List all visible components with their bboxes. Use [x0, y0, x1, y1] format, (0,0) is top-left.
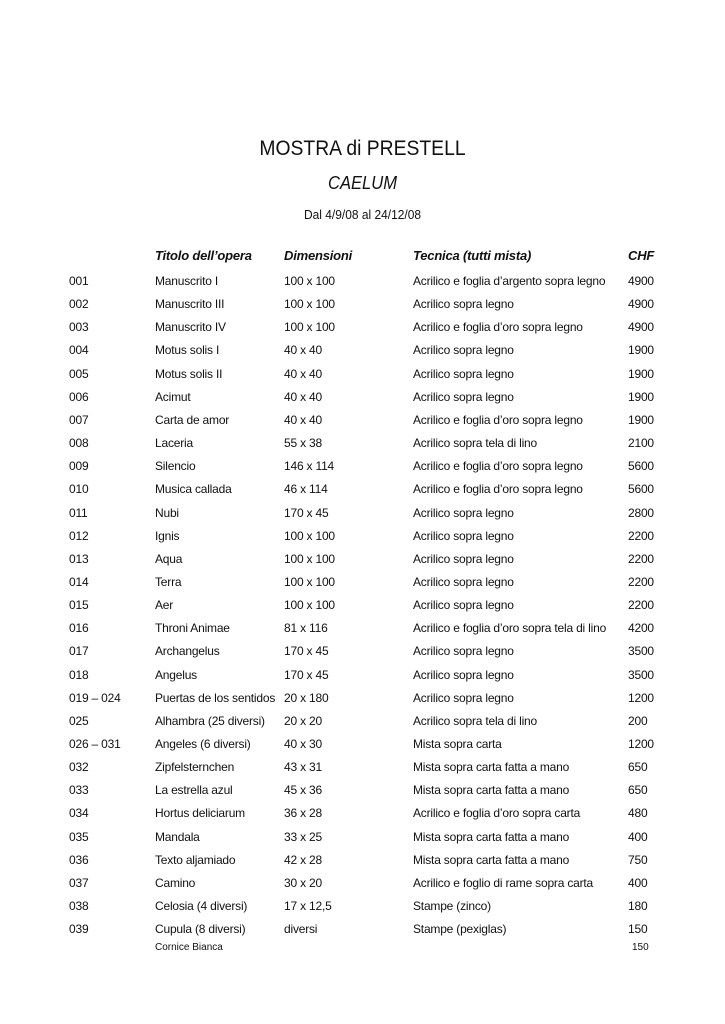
- header-price: CHF: [628, 248, 655, 263]
- table-row: [0, 691, 725, 711]
- row-number: 002: [69, 297, 89, 312]
- row-technique: Acrilico sopra legno: [413, 505, 514, 520]
- row-price: 400: [628, 829, 648, 844]
- row-dimensions: 100 x 100: [284, 551, 335, 566]
- row-dimensions: 55 x 38: [284, 436, 322, 451]
- row-title: Puertas de los sentidos: [155, 690, 276, 705]
- row-dimensions: diversi: [284, 922, 318, 937]
- row-title: Zipfelsternchen: [155, 760, 235, 775]
- row-price: 4900: [628, 320, 654, 335]
- row-technique: Acrilico sopra legno: [413, 528, 514, 543]
- row-price: 1900: [628, 389, 654, 404]
- row-price: 3500: [628, 667, 654, 682]
- row-price: 650: [628, 760, 648, 775]
- header-dimensions: Dimensioni: [284, 248, 353, 263]
- row-number: 001: [69, 274, 89, 288]
- table-row: [0, 783, 725, 803]
- row-technique: Acrilico e foglia d’oro sopra legno: [413, 459, 583, 474]
- row-number: 014: [69, 574, 89, 589]
- exhibition-subtitle: CAELUM: [327, 173, 397, 193]
- table-row: [0, 482, 725, 502]
- row-price: 5600: [628, 482, 654, 497]
- table-row: [0, 320, 725, 340]
- row-number: 036: [69, 852, 89, 867]
- row-dimensions: 46 x 114: [284, 482, 328, 497]
- row-dimensions: 40 x 40: [284, 389, 322, 404]
- row-number: 003: [69, 320, 89, 335]
- row-title: Throni Animae: [155, 621, 230, 636]
- row-technique: Acrilico sopra legno: [413, 574, 514, 589]
- row-dimensions: 20 x 20: [284, 713, 322, 728]
- table-row: [0, 621, 725, 641]
- row-dimensions: 100 x 100: [284, 297, 335, 312]
- row-technique: Acrilico sopra tela di lino: [413, 436, 537, 451]
- table-row: [0, 297, 725, 317]
- row-title: Motus solis I: [155, 343, 220, 358]
- row-number: 019 – 024: [69, 690, 121, 705]
- table-row: [0, 737, 725, 757]
- row-number: 008: [69, 436, 89, 451]
- row-price: 180: [628, 899, 648, 914]
- row-dimensions: 40 x 30: [284, 737, 322, 751]
- row-title: Acimut: [155, 389, 191, 404]
- table-row: [0, 343, 725, 363]
- row-title: Manuscrito III: [155, 297, 225, 312]
- row-price: 150: [628, 922, 648, 937]
- row-title: Alhambra (25 diversi): [155, 713, 265, 728]
- row-title: Laceria: [155, 436, 193, 451]
- row-title: Motus solis II: [155, 366, 223, 381]
- header-title: Titolo dell’opera: [155, 248, 252, 263]
- row-technique: Mista sopra carta fatta a mano: [413, 760, 570, 775]
- row-technique: Acrilico e foglia d’oro sopra legno: [413, 482, 583, 497]
- row-technique: Acrilico sopra legno: [413, 551, 514, 566]
- row-price: 1200: [628, 690, 654, 705]
- row-title: Archangelus: [155, 644, 220, 659]
- row-title: Terra: [155, 574, 182, 589]
- table-row: [0, 806, 725, 826]
- row-title: La estrella azul: [155, 783, 233, 798]
- row-price: 3500: [628, 644, 654, 659]
- row-dimensions: 40 x 40: [284, 343, 322, 358]
- table-row: [0, 853, 725, 873]
- row-technique: Acrilico sopra legno: [413, 389, 514, 404]
- row-dimensions: 170 x 45: [284, 667, 329, 682]
- row-dimensions: 42 x 28: [284, 852, 322, 867]
- document-title: MOSTRA di PRESTELL: [259, 137, 466, 160]
- row-title: Carta de amor: [155, 412, 230, 427]
- row-technique: Acrilico e foglia d’oro sopra carta: [413, 806, 581, 821]
- row-dimensions: 20 x 180: [284, 690, 329, 705]
- table-row: [0, 390, 725, 410]
- row-number: 010: [69, 482, 89, 497]
- row-number: 015: [69, 598, 89, 613]
- row-price: 1900: [628, 343, 654, 358]
- row-price: 2100: [628, 436, 654, 451]
- row-title: Manuscrito I: [155, 274, 218, 288]
- row-technique: Stampe (pexiglas): [413, 922, 507, 937]
- frame-price: 150: [632, 942, 649, 953]
- row-number: 004: [69, 343, 89, 358]
- table-row: [0, 413, 725, 433]
- row-number: 035: [69, 829, 89, 844]
- row-dimensions: 146 x 114: [284, 459, 335, 474]
- table-row: [0, 644, 725, 664]
- table-row: [0, 436, 725, 456]
- table-row: [0, 274, 725, 294]
- row-dimensions: 45 x 36: [284, 783, 322, 798]
- row-dimensions: 100 x 100: [284, 274, 335, 288]
- row-price: 1900: [628, 412, 654, 427]
- row-number: 009: [69, 459, 89, 474]
- row-title: Nubi: [155, 505, 179, 520]
- table-header: [0, 248, 725, 268]
- table-row: [0, 876, 725, 896]
- row-technique: Acrilico sopra legno: [413, 667, 514, 682]
- table-row: [0, 922, 725, 942]
- row-title: Celosia (4 diversi): [155, 899, 248, 914]
- row-title: Aqua: [155, 551, 183, 566]
- row-price: 2200: [628, 528, 654, 543]
- row-price: 4200: [628, 621, 654, 636]
- row-technique: Acrilico sopra legno: [413, 297, 514, 312]
- row-dimensions: 33 x 25: [284, 829, 322, 844]
- row-dimensions: 100 x 100: [284, 598, 335, 613]
- table-row: [0, 529, 725, 549]
- row-number: 017: [69, 644, 89, 659]
- row-title: Camino: [155, 875, 196, 890]
- row-title: Angeles (6 diversi): [155, 737, 251, 751]
- row-dimensions: 43 x 31: [284, 760, 322, 775]
- row-technique: Acrilico sopra legno: [413, 366, 514, 381]
- footer-row: [0, 942, 725, 958]
- row-technique: Mista sopra carta fatta a mano: [413, 783, 570, 798]
- row-technique: Mista sopra carta fatta a mano: [413, 829, 570, 844]
- row-dimensions: 170 x 45: [284, 644, 329, 659]
- exhibition-dates: Dal 4/9/08 al 24/12/08: [303, 207, 422, 222]
- row-dimensions: 170 x 45: [284, 505, 329, 520]
- row-title: Manuscrito IV: [155, 320, 226, 335]
- table-row: [0, 668, 725, 688]
- frame-note: Cornice Bianca: [155, 942, 223, 953]
- row-number: 016: [69, 621, 89, 636]
- row-number: 018: [69, 667, 89, 682]
- row-price: 1200: [628, 737, 654, 751]
- row-dimensions: 100 x 100: [284, 528, 335, 543]
- row-technique: Acrilico e foglia d’oro sopra tela di lino: [413, 621, 607, 636]
- row-dimensions: 100 x 100: [284, 320, 335, 335]
- row-title: Aer: [155, 598, 174, 613]
- row-technique: Acrilico e foglia d’argento sopra legno: [413, 274, 606, 288]
- row-number: 039: [69, 922, 89, 937]
- table-row: [0, 367, 725, 387]
- row-technique: Acrilico sopra legno: [413, 343, 514, 358]
- row-title: Cupula (8 diversi): [155, 922, 246, 937]
- row-price: 1900: [628, 366, 654, 381]
- row-technique: Acrilico sopra tela di lino: [413, 713, 537, 728]
- row-price: 2200: [628, 574, 654, 589]
- row-technique: Acrilico e foglio di rame sopra carta: [413, 875, 594, 890]
- row-dimensions: 40 x 40: [284, 366, 322, 381]
- row-technique: Acrilico e foglia d’oro sopra legno: [413, 320, 583, 335]
- row-technique: Mista sopra carta fatta a mano: [413, 852, 570, 867]
- row-technique: Acrilico e foglia d’oro sopra legno: [413, 412, 583, 427]
- row-price: 4900: [628, 274, 654, 288]
- row-technique: Stampe (zinco): [413, 899, 491, 914]
- table-row: [0, 598, 725, 618]
- table-row: [0, 714, 725, 734]
- row-technique: Acrilico sopra legno: [413, 598, 514, 613]
- table-row: [0, 830, 725, 850]
- table-row: [0, 552, 725, 572]
- row-number: 012: [69, 528, 89, 543]
- row-technique: Acrilico sopra legno: [413, 690, 514, 705]
- row-number: 006: [69, 389, 89, 404]
- row-number: 032: [69, 760, 89, 775]
- row-title: Mandala: [155, 829, 200, 844]
- row-title: Texto aljamiado: [155, 852, 236, 867]
- row-dimensions: 17 x 12,5: [284, 899, 332, 914]
- table-row: [0, 506, 725, 526]
- row-number: 033: [69, 783, 89, 798]
- row-dimensions: 81 x 116: [284, 621, 328, 636]
- row-technique: Acrilico sopra legno: [413, 644, 514, 659]
- row-technique: Mista sopra carta: [413, 737, 502, 751]
- row-dimensions: 36 x 28: [284, 806, 322, 821]
- row-price: 480: [628, 806, 648, 821]
- row-price: 2800: [628, 505, 654, 520]
- row-price: 400: [628, 875, 648, 890]
- row-price: 2200: [628, 598, 654, 613]
- row-price: 4900: [628, 297, 654, 312]
- row-number: 007: [69, 412, 89, 427]
- table-row: [0, 760, 725, 780]
- row-dimensions: 40 x 40: [284, 412, 322, 427]
- row-number: 025: [69, 713, 89, 728]
- table-row: [0, 575, 725, 595]
- row-number: 026 – 031: [69, 737, 121, 751]
- row-dimensions: 30 x 20: [284, 875, 322, 890]
- row-number: 005: [69, 366, 89, 381]
- row-price: 2200: [628, 551, 654, 566]
- row-title: Ignis: [155, 528, 180, 543]
- table-row: [0, 459, 725, 479]
- row-title: Silencio: [155, 459, 196, 474]
- row-number: 034: [69, 806, 89, 821]
- row-dimensions: 100 x 100: [284, 574, 335, 589]
- row-number: 038: [69, 899, 89, 914]
- row-price: 5600: [628, 459, 654, 474]
- row-price: 650: [628, 783, 648, 798]
- row-number: 011: [69, 505, 88, 520]
- table-row: [0, 899, 725, 919]
- header-technique: Tecnica (tutti mista): [413, 248, 532, 263]
- row-title: Angelus: [155, 667, 197, 682]
- row-title: Hortus deliciarum: [155, 806, 245, 821]
- row-number: 013: [69, 551, 89, 566]
- row-price: 750: [628, 852, 648, 867]
- row-title: Musica callada: [155, 482, 232, 497]
- row-price: 200: [628, 713, 648, 728]
- row-number: 037: [69, 875, 89, 890]
